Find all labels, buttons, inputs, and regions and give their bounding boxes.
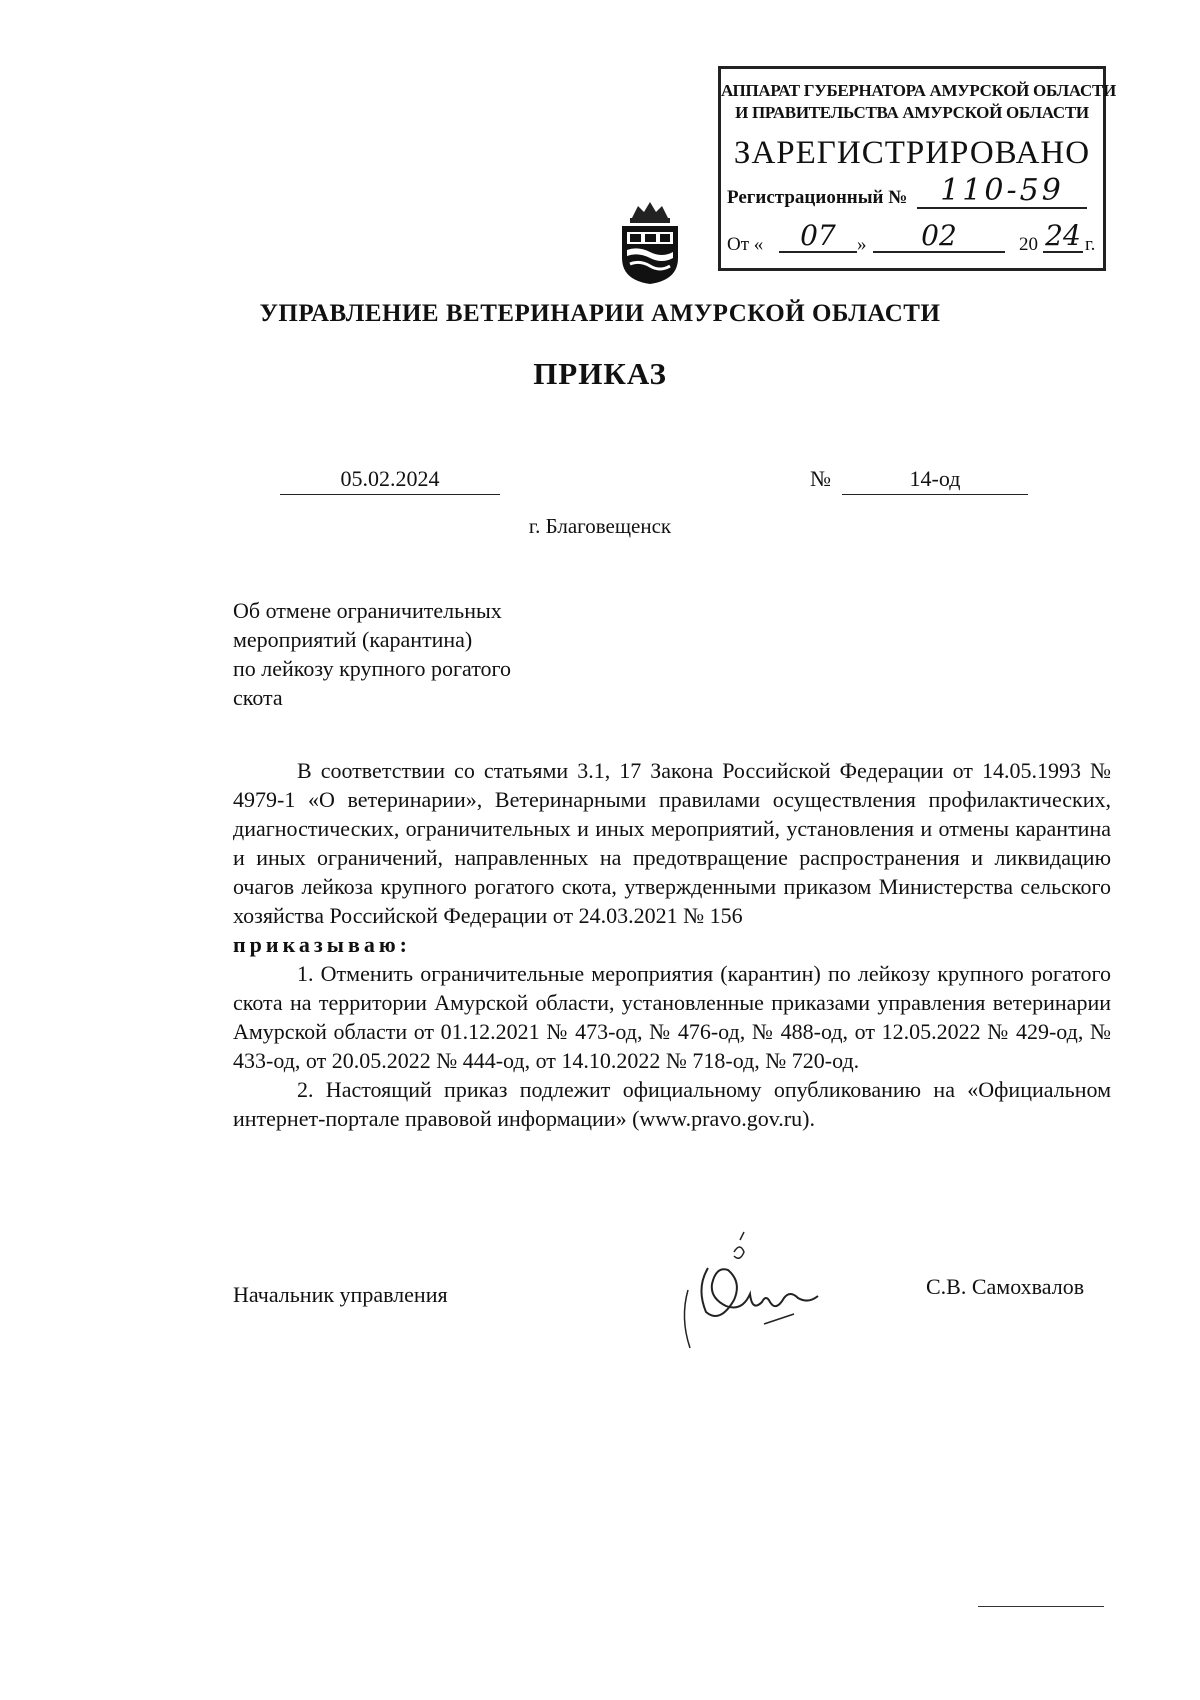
stamp-day: 07 [779,221,857,253]
subject-line: скота [233,685,283,710]
stamp-authority-line-1: АППАРАТ ГУБЕРНАТОРА АМУРСКОЙ ОБЛАСТИ [721,81,1116,100]
order-item-2: 2. Настоящий приказ подлежит официальному опубликованию на «Официальном интернет-портале правовой информации» (www.pravo.gov.ru). [233,1077,1111,1131]
document-date: 05.02.2024 [280,466,500,495]
handwritten-signature [668,1228,828,1358]
subject-line: Об отмене ограничительных [233,598,502,623]
subject-line: мероприятий (карантина) [233,627,473,652]
preamble-paragraph: В соответствии со статьями 3.1, 17 Закона Российской Федерации от 14.05.1993 № 4979-1 «О ветеринарии», Ветеринарными правилами осуществления профилактических, диагностических, ограничительных и иных мероприятий, установления и отмены карантина и иных ограничений, направленных на предотвращение распространения и ликвидацию очагов лейкоза крупного рогатого скота, утвержденными приказом Министерства сельского хозяйства Российской Федерации от 24.03.2021 № 156 [233,758,1111,928]
stamp-year-unit: г. [1085,234,1096,255]
registration-stamp [718,66,1116,271]
document-type: ПРИКАЗ [533,356,667,391]
document-number: 14-од [842,466,1028,495]
stamp-quote-close: » [857,234,867,255]
coat-of-arms-icon [618,196,682,286]
organization-title: УПРАВЛЕНИЕ ВЕТЕРИНАРИИ АМУРСКОЙ ОБЛАСТИ [259,300,941,327]
number-sign: № [810,466,831,491]
stamp-authority-line-2: И ПРАВИТЕЛЬСТВА АМУРСКОЙ ОБЛАСТИ [735,103,1089,122]
document-body [233,756,1111,1133]
stamp-title: ЗАРЕГИСТРИРОВАНО [733,135,1091,171]
stamp-month: 02 [873,221,1005,253]
order-item-1: 1. Отменить ограничительные мероприятия (карантин) по лейкозу крупного рогатого скота на территории Амурской области, установленные приказами управления ветеринарии Амурской области от 01.12.2021 № 473-од, № 476-од, № 488-од, от 12.05.2022 № 429-од, № 433-од, от 20.05.2022 № 444-од, от 14.10.2022 № 718-од, № 720-од. [233,961,1111,1073]
signatory-role: Начальник управления [233,1282,448,1307]
document-subject [233,596,593,712]
signatory-name: С.В. Самохвалов [926,1274,1085,1299]
stamp-from-label: От « [727,234,764,255]
order-word: приказываю: [233,932,411,957]
footer-line [978,1606,1104,1607]
subject-line: по лейкозу крупного рогатого [233,656,512,681]
stamp-year-prefix: 20 [1019,234,1038,255]
document-city: г. Благовещенск [528,514,672,538]
stamp-reg-number: 110-59 [917,175,1087,209]
stamp-reg-label: Регистрационный № [727,187,908,208]
stamp-year-suffix: 24 [1043,221,1083,253]
